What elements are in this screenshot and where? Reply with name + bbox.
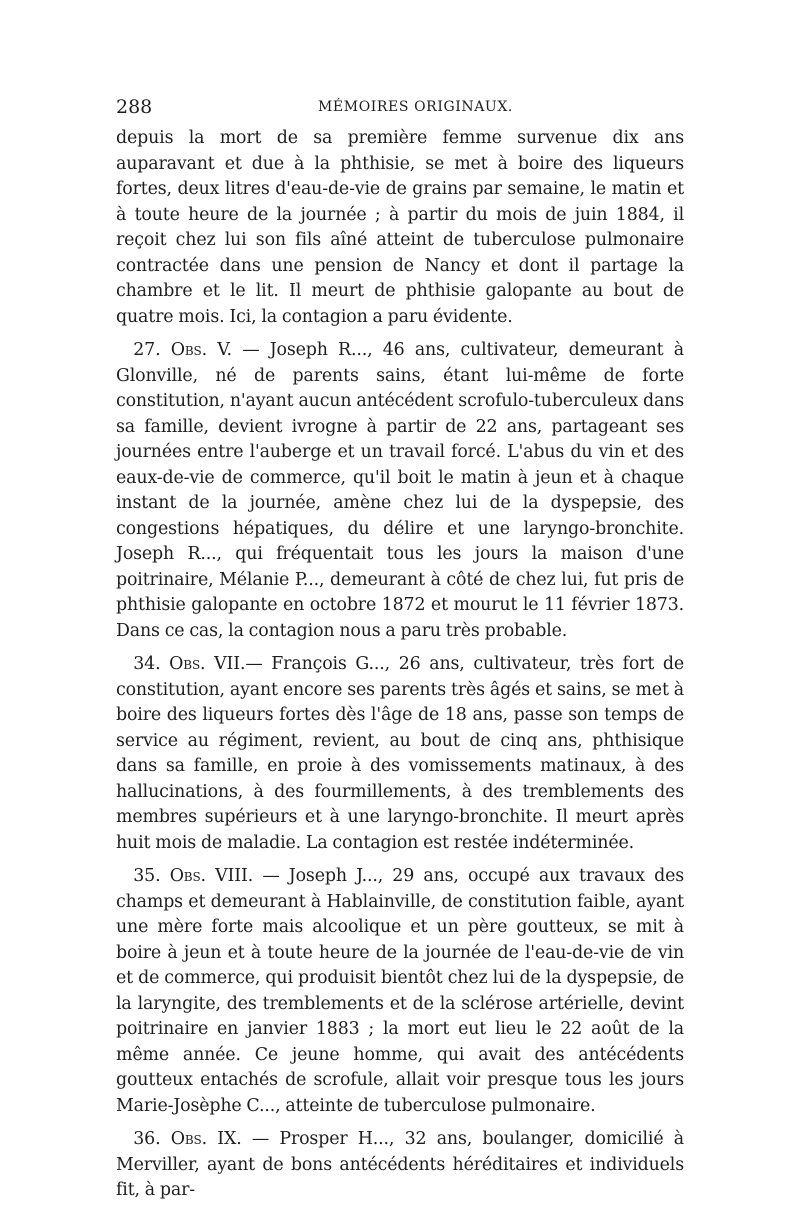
running-head: MÉMOIRES ORIGINAUX. [318,99,513,115]
observation-number: 27. [133,340,161,360]
observation-paragraph [116,864,684,1119]
paragraph-text: — François G..., 26 ans, cultivateur, très fort de constitution, ayant encore ses parents très âgés et sains, se met à boire des liqueurs fortes dès l'âge de 18 ans, passe son temps de service au régiment, revient, au bout de cinq ans, phthisique dans sa famille, en proie à des vomissements matinaux, à des hallucinations, à des fourmillements, à des tremblements des membres supérieurs et à une laryngo-bronchite. Il meurt après huit mois de maladie. La contagion est restée indéterminée. [116,654,684,853]
observation-paragraph [116,1127,684,1204]
observation-label: Obs. VII. [169,654,246,674]
paragraph-text: — Joseph J..., 29 ans, occupé aux travaux des champs et demeurant à Hablainville, de constitution faible, ayant une mère forte mais alcoolique et un père goutteux, se mit à boire à jeun et à toute heure de la journée de l'eau-de-vie de vin et de commerce, qui produisit bientôt chez lui de la dyspepsie, de la laryngite, des tremblements et de la sclérose artérielle, devint poitrinaire en janvier 1883 ; la mort eut lieu le 22 août de la même année. Ce jeune homme, qui avait des antécédents goutteux entachés de scrofule, allait voir presque tous les jours Marie-Josèphe C..., atteinte de tuberculose pulmonaire. [116,866,684,1116]
paragraph-continuation [116,126,684,330]
observation-number: 35. [133,866,161,886]
observation-label: Obs. V. [170,340,232,360]
page-number: 288 [116,96,153,118]
observation-number: 36. [133,1129,161,1149]
body-text [116,126,684,1204]
document-page [116,96,684,1204]
observation-label: Obs. IX. [170,1129,242,1149]
observation-paragraph [116,338,684,644]
observation-number: 34. [133,654,161,674]
page-header [116,96,684,126]
paragraph-text: — Joseph R..., 46 ans, cultivateur, demeurant à Glonville, né de parents sains, étant lui-même de forte constitution, n'ayant aucun antécédent scrofulo-tuberculeux dans sa famille, devient ivrogne à partir de 22 ans, partageant ses journées entre l'auberge et un travail forcé. L'abus du vin et des eaux-de-vie de commerce, qu'il boit le matin à jeun et à chaque instant de la journée, amène chez lui de la dyspepsie, des congestions hépatiques, du délire et une laryngo-bronchite. Joseph R..., qui fréquentait tous les jours la maison d'une poitrinaire, Mélanie P..., demeurant à côté de chez lui, fut pris de phthisie galopante en octobre 1872 et mourut le 11 février 1873. Dans ce cas, la contagion nous a paru très probable. [116,340,684,641]
paragraph-text: — Prosper H..., 32 ans, boulanger, domicilié à Merviller, ayant de bons antécédents héréditaires et individuels fit, à par- [116,1129,684,1200]
observation-label: Obs. VIII. [169,866,254,886]
paragraph-text: depuis la mort de sa première femme survenue dix ans auparavant et due à la phthisie, se met à boire des liqueurs fortes, deux litres d'eau-de-vie de grains par semaine, le matin et à toute heure de la journée ; à partir du mois de juin 1884, il reçoit chez lui son fils aîné atteint de tuberculose pulmonaire contractée dans une pension de Nancy et dont il partage la chambre et le lit. Il meurt de phthisie galopante au bout de quatre mois. Ici, la contagion a paru évidente. [116,128,684,327]
observation-paragraph [116,652,684,856]
